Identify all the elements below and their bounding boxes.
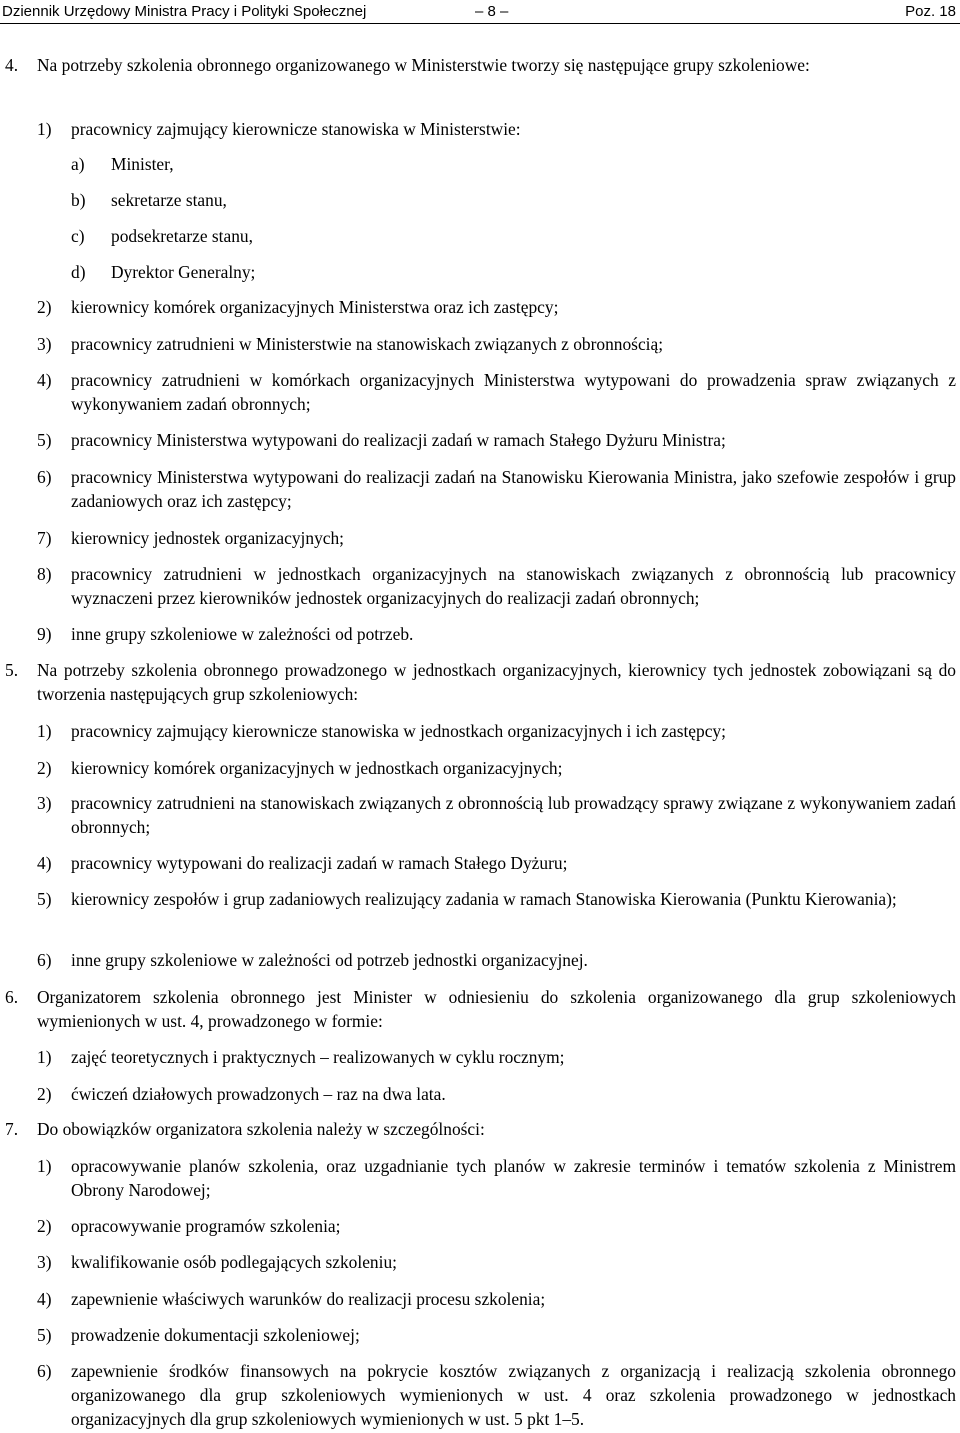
list-item: podsekretarze stanu, [111, 226, 253, 246]
list-item-number: 3) [37, 793, 52, 813]
list-item-number: 4) [37, 370, 52, 390]
list-item-number: 6) [37, 467, 52, 487]
list-item: inne grupy szkoleniowe w zależności od potrzeb. [71, 624, 414, 644]
list-item-number: 7) [37, 528, 52, 548]
list-item-number: a) [71, 154, 85, 174]
list-item: pracownicy zatrudnieni na stanowiskach związanych z obronnością lub prowadzący sprawy związane z wykonywaniem zadań obronnych; [71, 793, 956, 837]
list-item: opracowywanie programów szkolenia; [71, 1216, 341, 1236]
list-item: prowadzenie dokumentacji szkoleniowej; [71, 1325, 360, 1345]
list-item-number: 4) [37, 1289, 52, 1309]
list-item: Dyrektor Generalny; [111, 262, 256, 282]
list-item-number: 6) [37, 950, 52, 970]
header-rule [0, 23, 960, 24]
list-item-number: 5) [37, 889, 52, 909]
list-item-number: 3) [37, 334, 52, 354]
list-item-number: 1) [37, 1156, 52, 1176]
page-header [0, 0, 960, 26]
list-item-number: 5) [37, 1325, 52, 1345]
list-item: kierownicy komórek organizacyjnych w jednostkach organizacyjnych; [71, 758, 563, 778]
section-number: 4. [5, 55, 19, 75]
list-item: sekretarze stanu, [111, 190, 227, 210]
list-item: opracowywanie planów szkolenia, oraz uzgadnianie tych planów w zakresie terminów i tematów szkolenia z Ministrem Obrony Narodowej; [71, 1156, 956, 1200]
page-number: – 8 – [475, 3, 509, 20]
list-item: zapewnienie środków finansowych na pokrycie kosztów związanych z organizacją i realizacją szkolenia obronnego organizowanego dla grup szkoleniowych wymienionych w ust. 4 oraz szkolenia prowadzonego w jednostkach organizacyjnych dla grup szkoleniowych wymienionych w ust. 5 pkt 1–5. [71, 1361, 956, 1429]
section-number: 5. [5, 660, 19, 680]
list-item: pracownicy zatrudnieni w jednostkach organizacyjnych na stanowiskach związanych z obronnością lub pracownicy wyznaczeni przez kierowników jednostek organizacyjnych do realizacji zadań obronnych; [71, 564, 956, 608]
list-item-number: 1) [37, 1047, 52, 1067]
section-number: 7. [5, 1119, 19, 1139]
section-number: 6. [5, 987, 19, 1007]
list-item: pracownicy wytypowani do realizacji zadań w ramach Stałego Dyżuru; [71, 853, 568, 873]
list-item-number: 5) [37, 430, 52, 450]
list-item-number: 1) [37, 119, 52, 139]
list-item-number: 6) [37, 1361, 52, 1381]
section-4-intro: Na potrzeby szkolenia obronnego organizowanego w Ministerstwie tworzy się następujące grupy szkoleniowe: [37, 55, 810, 75]
list-item: pracownicy zajmujący kierownicze stanowiska w Ministerstwie: [71, 119, 521, 139]
list-item: ćwiczeń działowych prowadzonych – raz na dwa lata. [71, 1084, 446, 1104]
list-item: inne grupy szkoleniowe w zależności od potrzeb jednostki organizacyjnej. [71, 950, 588, 970]
list-item-number: 2) [37, 1084, 52, 1104]
list-item: pracownicy zatrudnieni w komórkach organizacyjnych Ministerstwa wytypowani do prowadzenia spraw związanych z wykonywaniem zadań obronnych; [71, 370, 956, 414]
list-item-number: 3) [37, 1252, 52, 1272]
list-item-number: d) [71, 262, 86, 282]
list-item: pracownicy zajmujący kierownicze stanowiska w jednostkach organizacyjnych i ich zastępcy; [71, 721, 726, 741]
list-item-number: 4) [37, 853, 52, 873]
list-item-number: c) [71, 226, 85, 246]
list-item-number: 8) [37, 564, 52, 584]
section-7-intro: Do obowiązków organizatora szkolenia należy w szczególności: [37, 1119, 485, 1139]
list-item: pracownicy Ministerstwa wytypowani do realizacji zadań w ramach Stałego Dyżuru Ministra; [71, 430, 726, 450]
list-item: kierownicy komórek organizacyjnych Ministerstwa oraz ich zastępcy; [71, 297, 559, 317]
list-item-number: 9) [37, 624, 52, 644]
list-item-number: 2) [37, 297, 52, 317]
list-item: kwalifikowanie osób podlegających szkoleniu; [71, 1252, 397, 1272]
list-item-number: 2) [37, 1216, 52, 1236]
list-item-number: b) [71, 190, 86, 210]
list-item: pracownicy zatrudnieni w Ministerstwie na stanowiskach związanych z obronnością; [71, 334, 664, 354]
section-5-intro: Na potrzeby szkolenia obronnego prowadzonego w jednostkach organizacyjnych, kierownicy tych jednostek zobowiązani są do tworzenia następujących grup szkoleniowych: [37, 660, 956, 704]
journal-title: Dziennik Urzędowy Ministra Pracy i Polityki Społecznej [2, 3, 367, 20]
section-6-intro: Organizatorem szkolenia obronnego jest Minister w odniesieniu do szkolenia organizowanego dla grup szkoleniowych wymienionych w ust. 4, prowadzonego w formie: [37, 987, 956, 1031]
list-item: kierownicy jednostek organizacyjnych; [71, 528, 345, 548]
list-item-number: 2) [37, 758, 52, 778]
list-item: zajęć teoretycznych i praktycznych – realizowanych w cyklu rocznym; [71, 1047, 565, 1067]
list-item: pracownicy Ministerstwa wytypowani do realizacji zadań na Stanowisku Kierowania Ministra, jako szefowie zespołów i grup zadaniowych oraz ich zastępcy; [71, 467, 956, 511]
list-item-number: 1) [37, 721, 52, 741]
list-item: Minister, [111, 154, 174, 174]
list-item: kierownicy zespołów i grup zadaniowych realizujący zadania w ramach Stanowiska Kierowania (Punktu Kierowania); [71, 889, 897, 909]
list-item: zapewnienie właściwych warunków do realizacji procesu szkolenia; [71, 1289, 546, 1309]
position-number: Poz. 18 [905, 3, 956, 20]
